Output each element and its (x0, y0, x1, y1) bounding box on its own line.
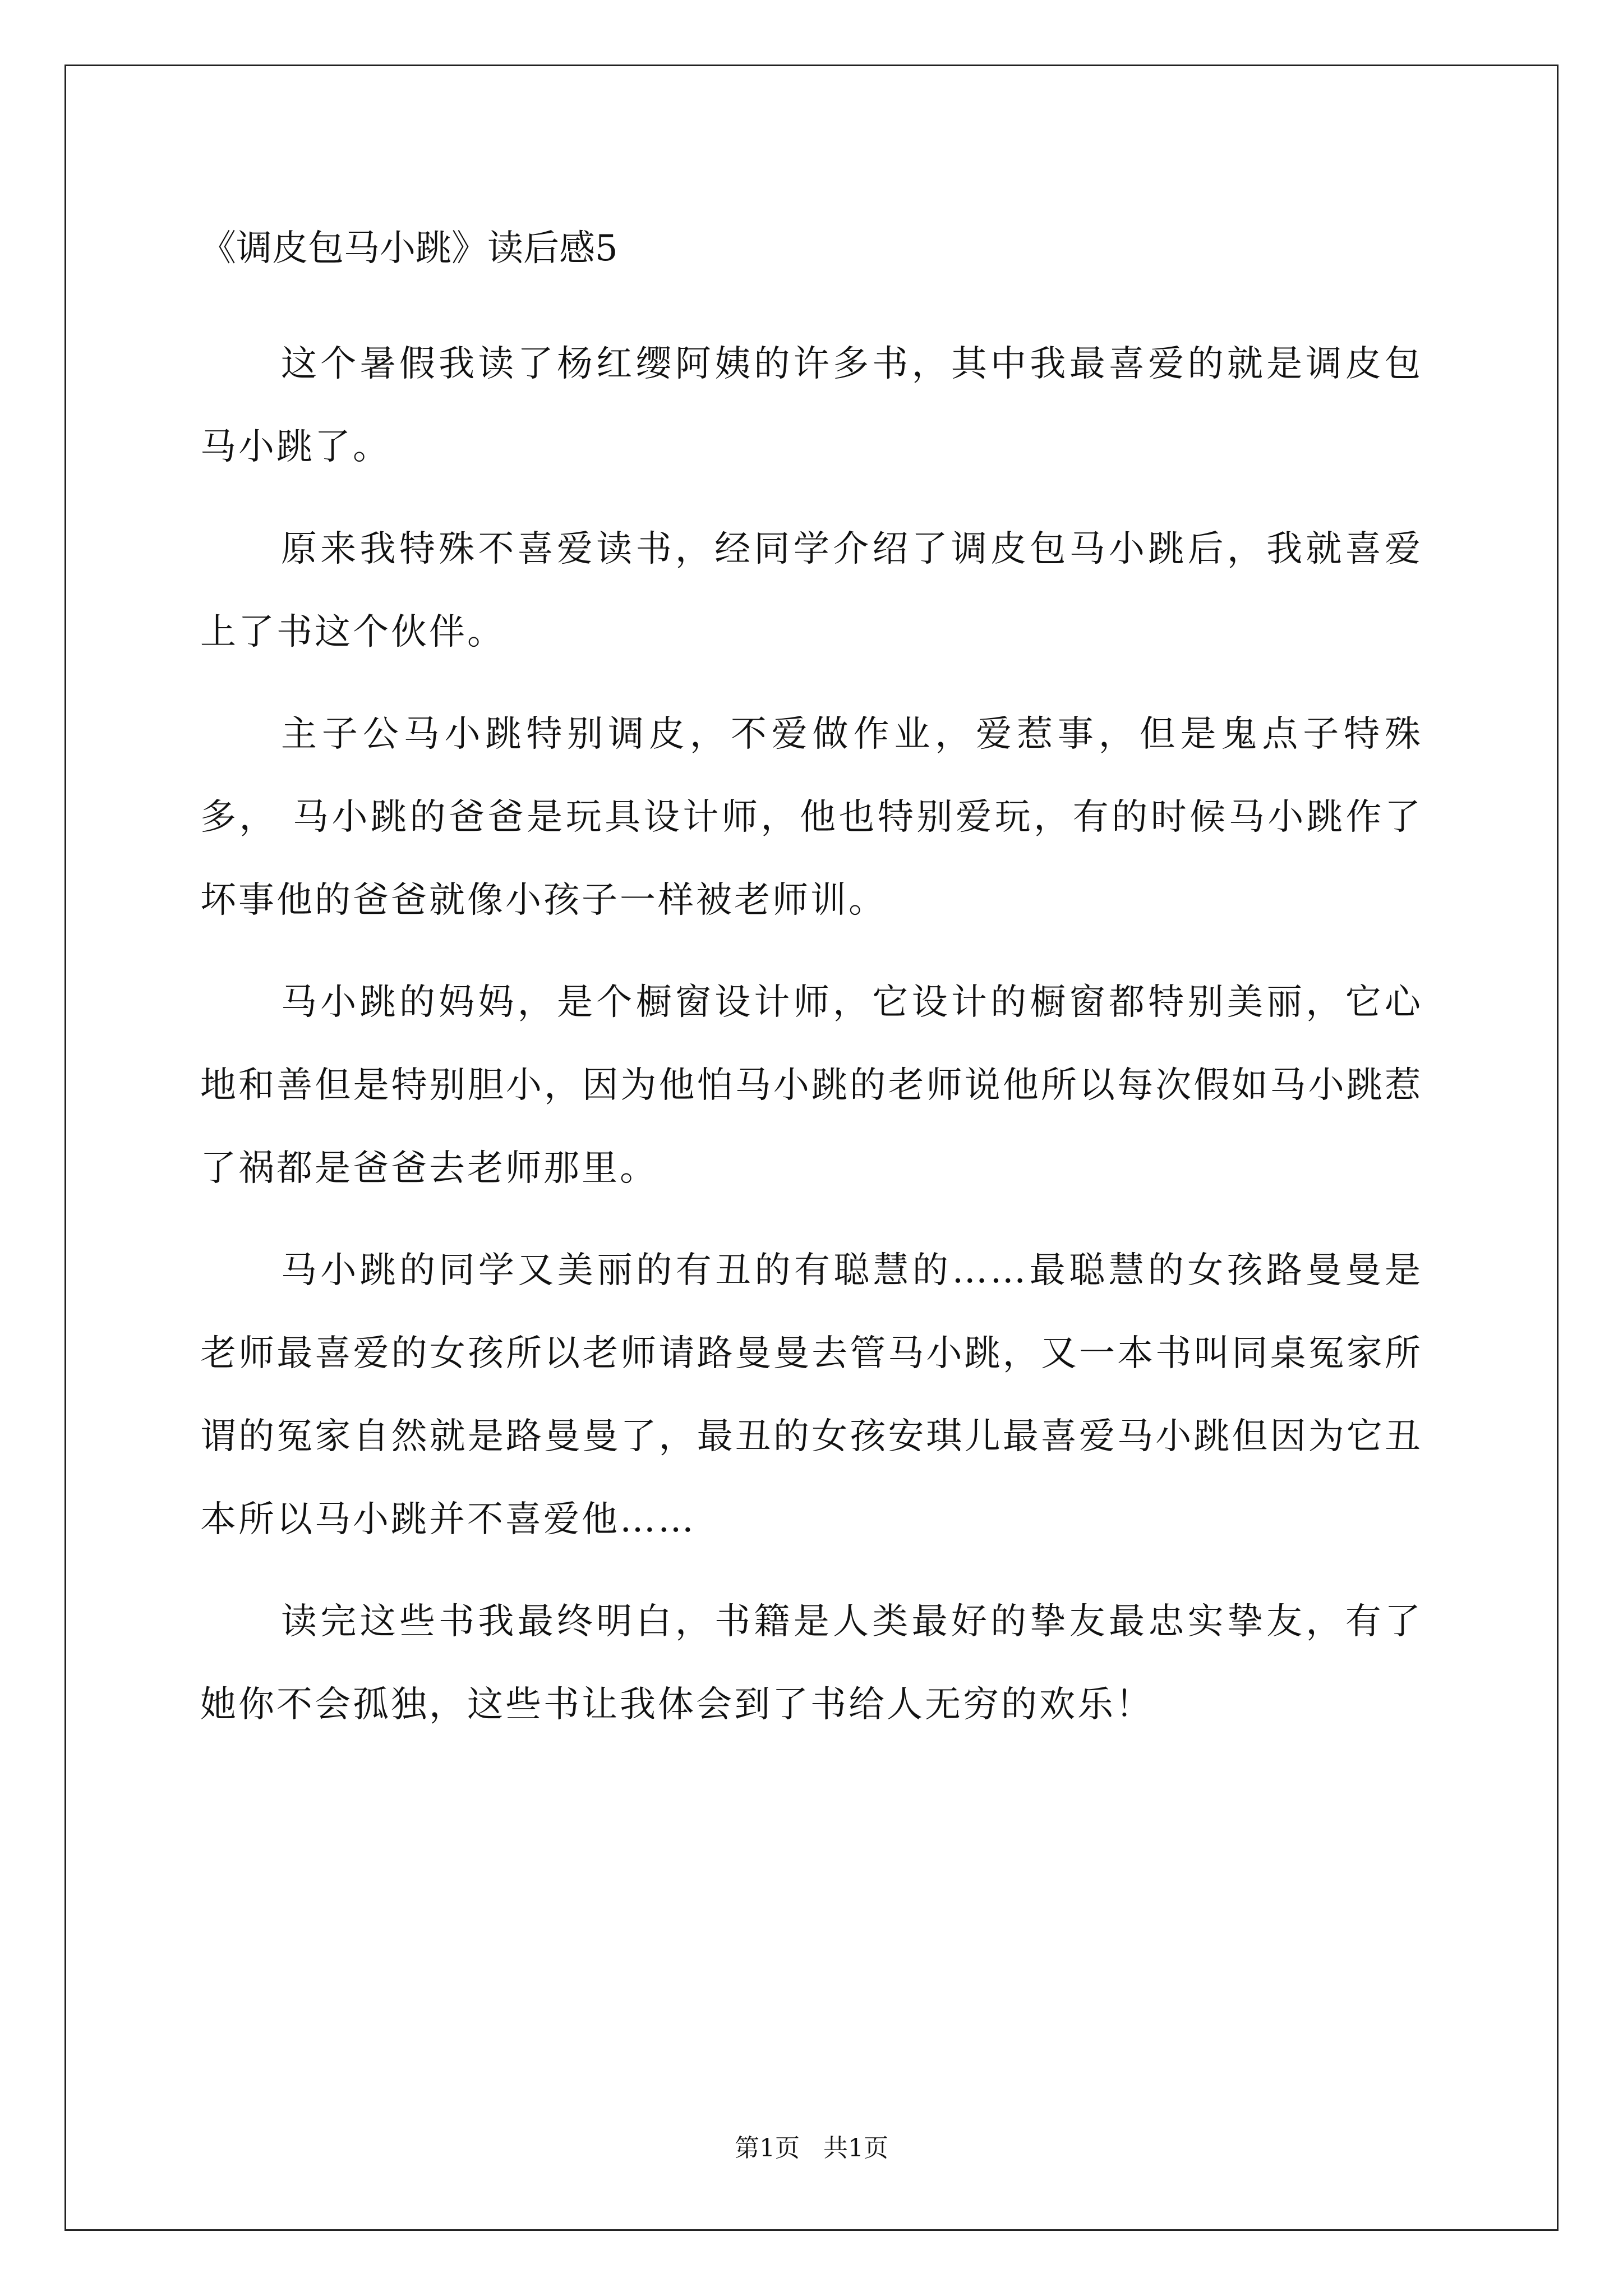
paragraph: 主子公马小跳特别调皮，不爱做作业，爱惹事，但是鬼点子特殊多， 马小跳的爸爸是玩具设计师，他也特别爱玩，有的时候马小跳作了坏事他的爸爸就像小孩子一样被老师训。 (200, 714, 1423, 921)
paragraph: 原来我特殊不喜爱读书，经同学介绍了调皮包马小跳后，我就喜爱上了书这个伙伴。 (200, 528, 1423, 653)
paragraph: 马小跳的同学又美丽的有丑的有聪慧的……最聪慧的女孩路曼曼是老师最喜爱的女孩所以老师请路曼曼去管马小跳，又一本书叫同桌冤家所谓的冤家自然就是路曼曼了，最丑的女孩安琪儿最喜爱马小跳但因为它丑本所以马小跳并不喜爱他…… (200, 1250, 1423, 1540)
document-body (200, 222, 1423, 1746)
document-title: 《调皮包马小跳》读后感5 (200, 228, 618, 269)
page-number-footer: 第1页 共1页 (735, 2134, 888, 2162)
paragraph: 读完这些书我最终明白，书籍是人类最好的挚友最忠实挚友，有了她你不会孤独，这些书让我体会到了书给人无穷的欢乐！ (200, 1601, 1423, 1726)
paragraph: 马小跳的妈妈，是个橱窗设计师，它设计的橱窗都特别美丽，它心地和善但是特别胆小，因为他怕马小跳的老师说他所以每次假如马小跳惹了祸都是爸爸去老师那里。 (200, 982, 1423, 1189)
paragraph: 这个暑假我读了杨红缨阿姨的许多书，其中我最喜爱的就是调皮包马小跳了。 (200, 343, 1423, 468)
